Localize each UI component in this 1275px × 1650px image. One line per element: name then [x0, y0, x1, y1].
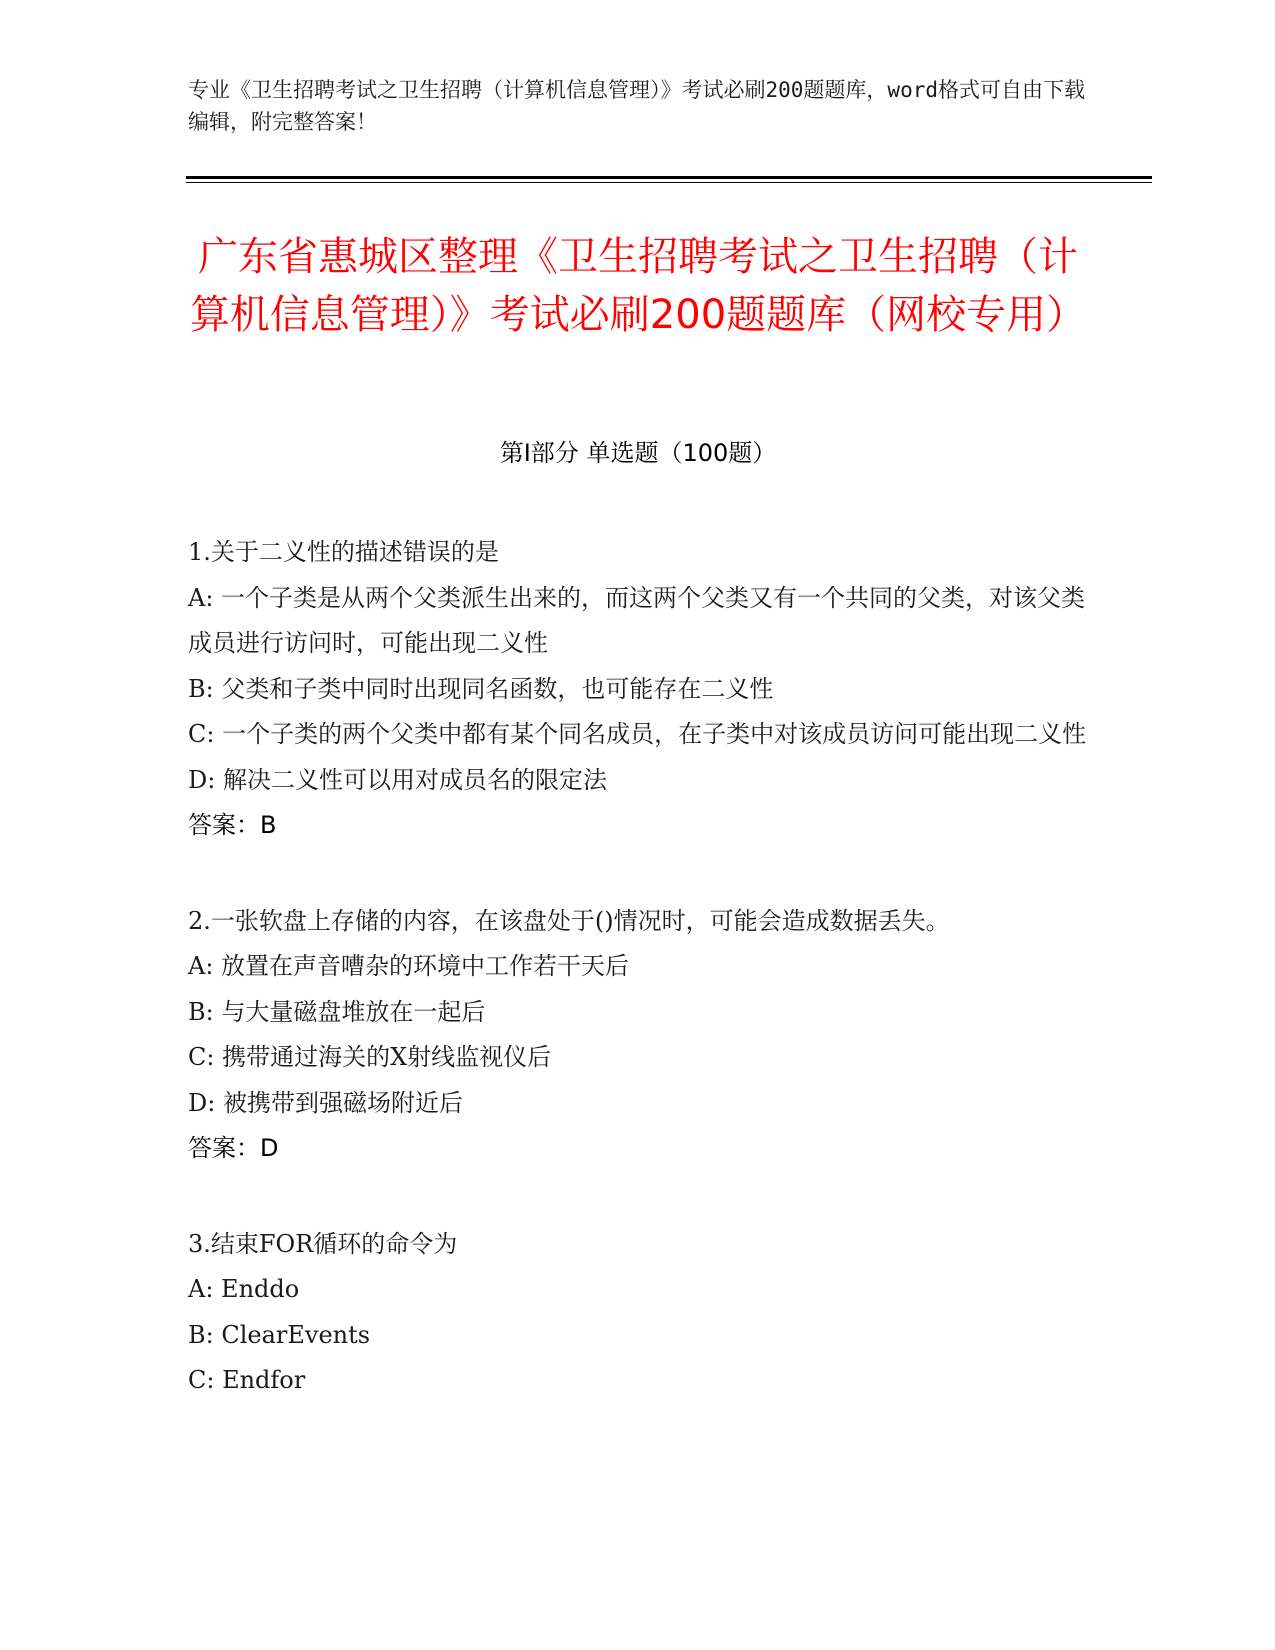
- option-a: A: Enddo: [188, 1275, 300, 1303]
- option-b: B: 与大量磁盘堆放在一起后: [188, 997, 486, 1026]
- option-d: D: 被携带到强磁场附近后: [188, 1088, 463, 1117]
- document-title: 广东省惠城区整理《卫生招聘考试之卫生招聘（计算机信息管理）》考试必刷200题题库（网校专用）: [189, 234, 1087, 338]
- option-a: A: 放置在声音嘈杂的环境中工作若干天后: [188, 952, 630, 980]
- header-divider-thin: [186, 182, 1152, 183]
- question-stem: 2.一张软盘上存储的内容，在该盘处于()情况时，可能会造成数据丢失。: [188, 906, 950, 935]
- question-3: [188, 1222, 1088, 1404]
- question-2: [188, 899, 1088, 1172]
- question-stem: 3.结束FOR循环的命令为: [188, 1229, 458, 1258]
- header-note: 专业《卫生招聘考试之卫生招聘（计算机信息管理）》考试必刷200题题库，word格式可自由下载编辑，附完整答案！: [188, 78, 1085, 134]
- question-list: [188, 530, 1088, 1454]
- answer: 答案：B: [188, 811, 277, 839]
- option-a: A: 一个子类是从两个父类派生出来的，而这两个父类又有一个共同的父类，对该父类成员进行访问时，可能出现二义性: [188, 583, 1086, 657]
- answer: 答案：D: [188, 1134, 279, 1162]
- option-b: B: 父类和子类中同时出现同名函数，也可能存在二义性: [188, 674, 774, 703]
- header-divider-thick: [186, 176, 1152, 179]
- section-heading: 第Ⅰ部分 单选题（100题）: [499, 439, 777, 467]
- question-1: [188, 530, 1088, 849]
- option-c: C: 一个子类的两个父类中都有某个同名成员，在子类中对该成员访问可能出现二义性: [188, 720, 1087, 748]
- option-d: D: 解决二义性可以用对成员名的限定法: [188, 765, 607, 794]
- option-c: C: 携带通过海关的X射线监视仪后: [188, 1043, 552, 1071]
- option-b: B: ClearEvents: [188, 1320, 371, 1349]
- option-c: C: Endfor: [188, 1366, 306, 1394]
- question-stem: 1.关于二义性的描述错误的是: [188, 538, 499, 566]
